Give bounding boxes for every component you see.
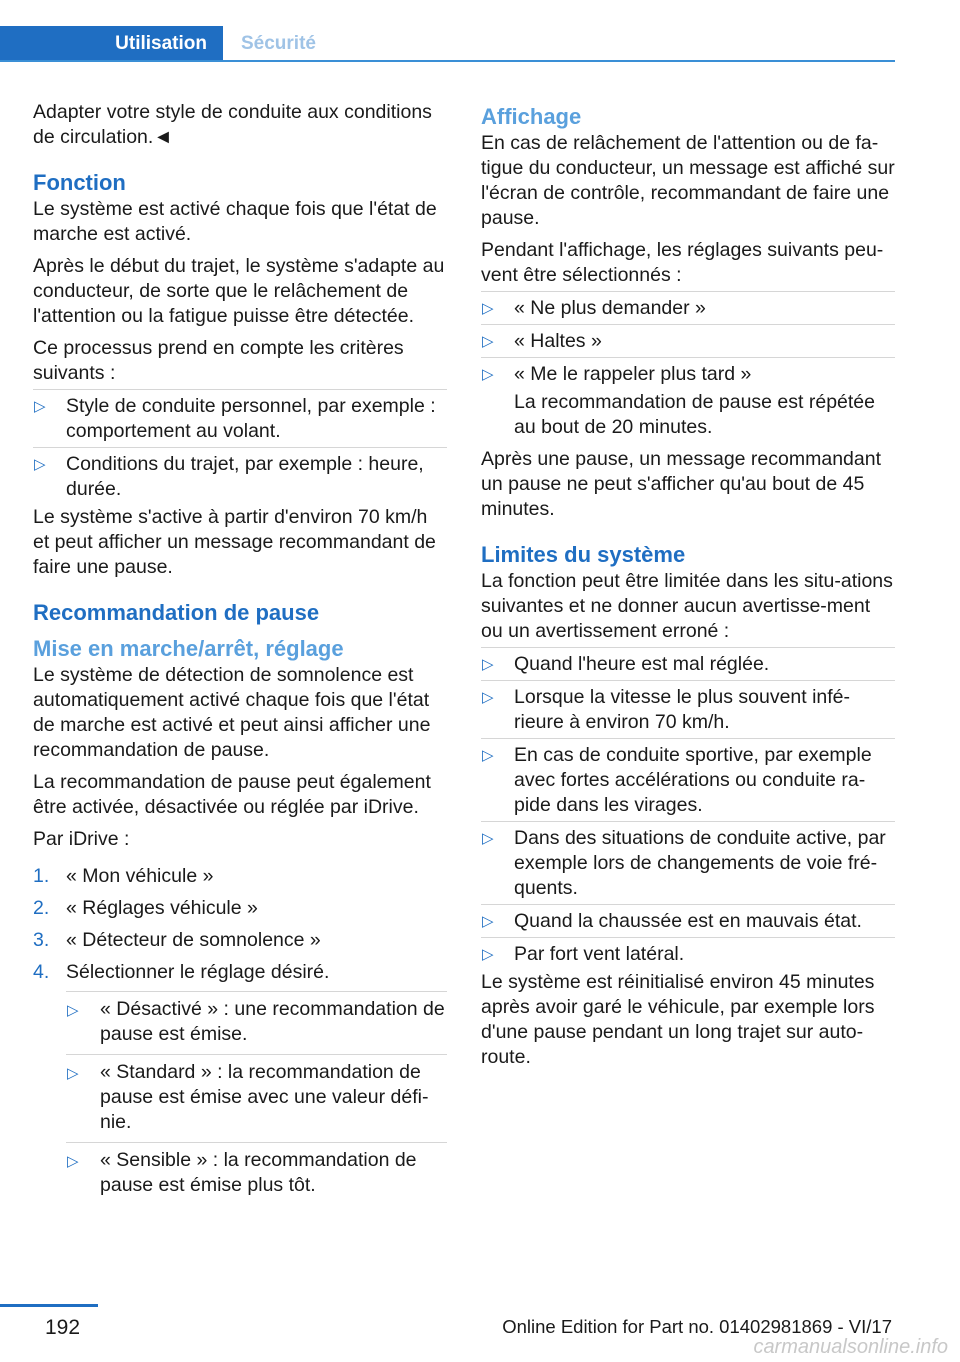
footer-accent-line [0, 1304, 98, 1307]
heading-mise-en-marche: Mise en marche/arrêt, réglage [33, 636, 344, 661]
right-column [481, 103, 895, 1077]
list-item: ▷ Quand l'heure est mal réglée. [481, 647, 895, 680]
intro-text: Adapter votre style de conduite aux conditions de circulation.◄ [33, 101, 432, 148]
heading-fonction: Fonction [33, 170, 126, 195]
step-item: 1. « Mon véhicule » [33, 865, 214, 887]
triangle-right-icon: ▷ [482, 946, 494, 963]
triangle-right-icon: ▷ [34, 398, 46, 415]
page-header [0, 0, 895, 62]
triangle-right-icon: ▷ [482, 300, 494, 317]
triangle-right-icon: ▷ [482, 913, 494, 930]
heading-recommandation: Recommandation de pause [33, 600, 320, 625]
list-item: ▷ « Me le rappeler plus tard » [481, 357, 895, 390]
heading-limites: Limites du système [481, 542, 686, 567]
paragraph: La recommandation de pause peut également être activée, désactivée ou réglée par iDrive. [33, 771, 431, 818]
sub-list-item: ▷ « Standard » : la recommandation de pause est émise avec une valeur défi‐nie. [66, 1054, 447, 1142]
limits-list [481, 647, 895, 970]
paragraph: Par iDrive : [33, 828, 130, 850]
list-item: ▷ Dans des situations de conduite active, par exemple lors de changements de voie fré‐quents. [481, 821, 895, 904]
triangle-right-icon: ▷ [482, 830, 494, 847]
list-item: ▷ Conditions du trajet, par exemple : heure, durée. [33, 447, 447, 505]
paragraph: Le système s'active à partir d'environ 70 km/h et peut afficher un message recommandant de faire une pause. [33, 506, 436, 578]
step-item: 2. « Réglages véhicule » [33, 897, 258, 919]
sub-list-item: ▷ « Sensible » : la recommandation de pause est émise plus tôt. [66, 1142, 447, 1205]
paragraph: Pendant l'affichage, les réglages suivants peu‐vent être sélectionnés : [481, 239, 884, 286]
triangle-right-icon: ▷ [67, 1002, 79, 1019]
paragraph: Après une pause, un message recommandant un pause ne peut s'afficher qu'au bout de 45 minutes. [481, 448, 881, 520]
idrive-steps [33, 861, 447, 1209]
sub-list-item: ▷ « Désactivé » : une recommandation de pause est émise. [66, 991, 447, 1054]
step-item: 4. Sélectionner le réglage désiré. ▷ « Désactivé » : une recommandation de pause est émise. ▷ « Standard » : la recommandation de pause est émise avec une valeur défi‐nie. ▷ « Sensible » : la recommandation de pause est émise plus tôt. [33, 957, 447, 1209]
option-note: La recommandation de pause est répétée au bout de 20 minutes. [514, 391, 875, 438]
triangle-right-icon: ▷ [482, 366, 494, 383]
triangle-right-icon: ▷ [482, 747, 494, 764]
tab-securite[interactable]: Sécurité [241, 33, 316, 54]
page-number: 192 [45, 1316, 81, 1339]
triangle-right-icon: ▷ [482, 689, 494, 706]
triangle-right-icon: ▷ [482, 656, 494, 673]
triangle-right-icon: ▷ [67, 1153, 79, 1170]
paragraph: La fonction peut être limitée dans les situ‐ations suivantes et ne donner aucun avertisse‐ment ou un avertissement erroné : [481, 570, 893, 642]
list-item: ▷ Par fort vent latéral. [481, 937, 895, 970]
tab-utilisation[interactable]: Utilisation [0, 26, 223, 62]
paragraph: Le système de détection de somnolence est automatiquement activé chaque fois que l'état de marche est activé et peut ainsi afficher une recommandation de pause. [33, 664, 431, 761]
paragraph: Le système est réinitialisé environ 45 minutes après avoir garé le véhicule, par exemple lors d'une pause pendant un long trajet sur auto‐route. [481, 971, 875, 1068]
setting-options [66, 991, 447, 1205]
list-item: ▷ En cas de conduite sportive, par exemple avec fortes accélérations ou conduite ra‐pide dans les virages. [481, 738, 895, 821]
list-item: ▷ « Ne plus demander » [481, 291, 895, 324]
triangle-right-icon: ▷ [34, 456, 46, 473]
header-divider [0, 60, 895, 62]
list-item: ▷ « Haltes » [481, 324, 895, 357]
display-options-list [481, 291, 895, 390]
paragraph: Le système est activé chaque fois que l'état de marche est activé. [33, 198, 437, 245]
paragraph: Ce processus prend en compte les critères suivants : [33, 337, 404, 384]
paragraph: Après le début du trajet, le système s'adapte au conducteur, de sorte que le relâchement de l'attention ou la fatigue puisse être détectée. [33, 255, 445, 327]
watermark: carmanualsonline.info [753, 1336, 948, 1358]
heading-affichage: Affichage [481, 104, 582, 129]
list-item: ▷ Style de conduite personnel, par exemple : comportement au volant. [33, 389, 447, 447]
list-item: ▷ Quand la chaussée est en mauvais état. [481, 904, 895, 937]
triangle-right-icon: ▷ [482, 333, 494, 350]
paragraph: En cas de relâchement de l'attention ou de fa‐tigue du conducteur, un message est affiché sur l'écran de contrôle, recommandant de faire une pause. [481, 132, 895, 229]
edition-text: Online Edition for Part no. 01402981869 - VI/17 [502, 1316, 892, 1337]
triangle-right-icon: ▷ [67, 1065, 79, 1082]
list-item: ▷ Lorsque la vitesse le plus souvent infé‐rieure à environ 70 km/h. [481, 680, 895, 738]
step-item: 3. « Détecteur de somnolence » [33, 929, 321, 951]
left-column [33, 100, 447, 1209]
criteria-list [33, 389, 447, 505]
